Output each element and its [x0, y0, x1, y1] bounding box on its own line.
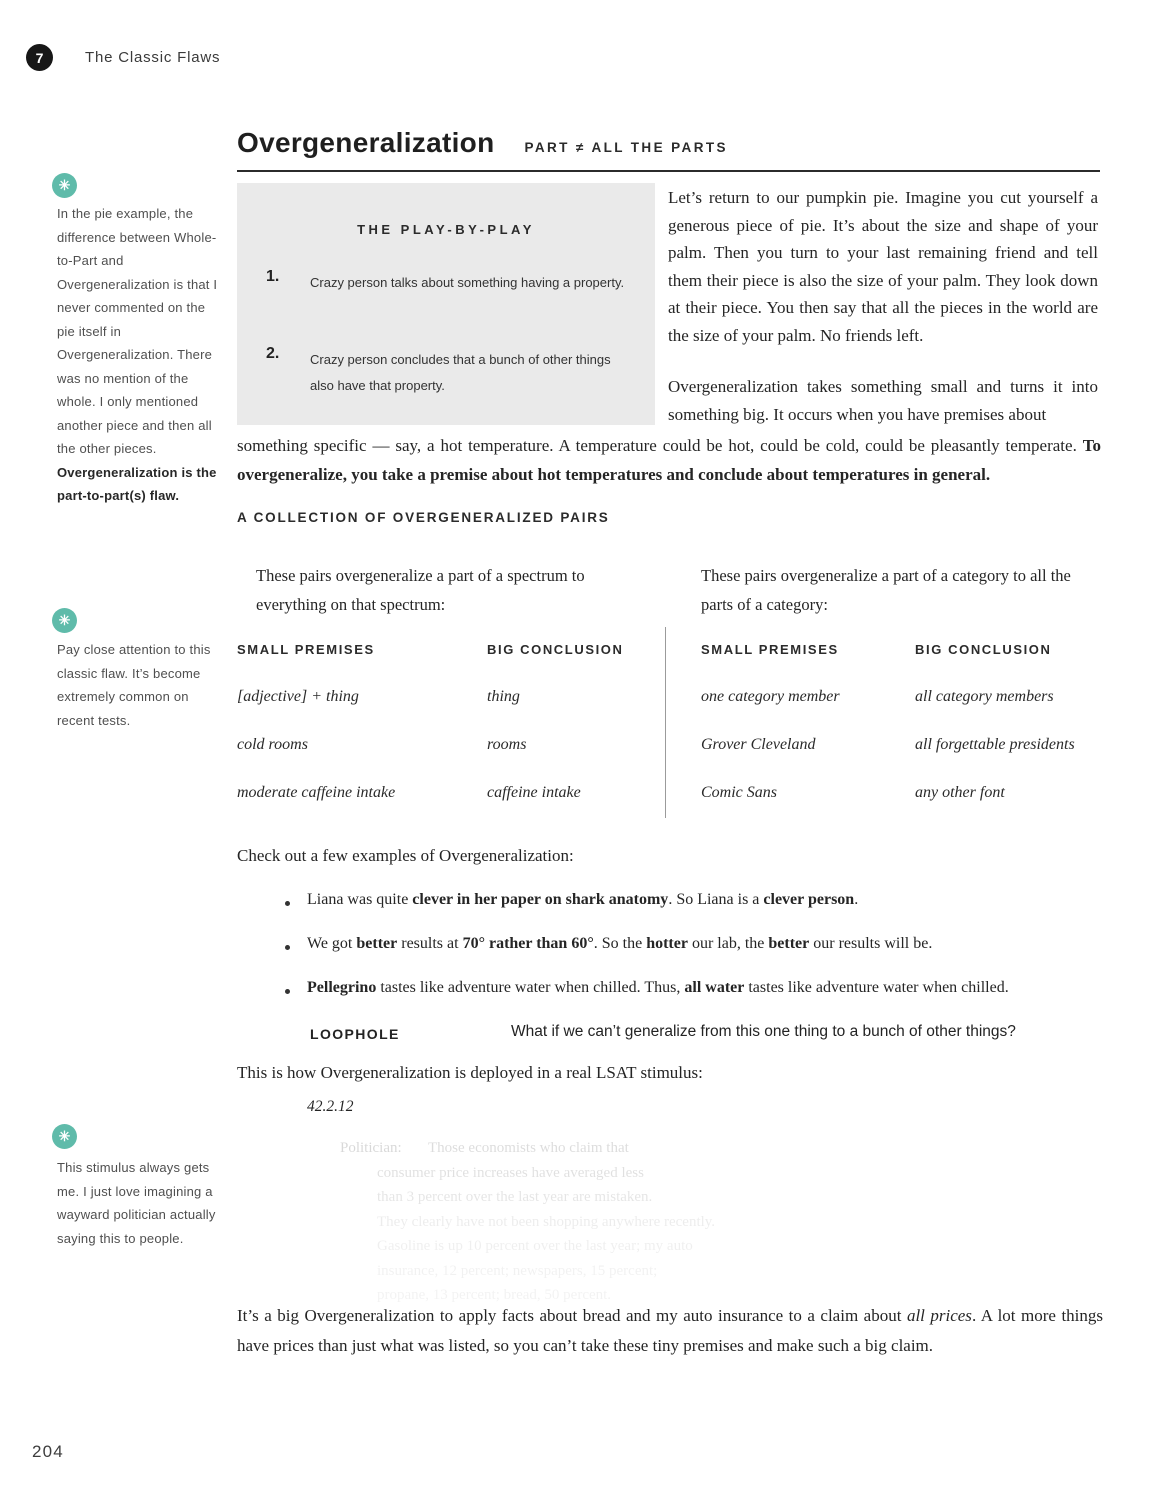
- asterisk-icon: ✳: [52, 608, 77, 633]
- stimulus-speaker: Politician:: [340, 1140, 402, 1156]
- paragraph-bold-text: To overgeneralize, you take a premise about hot temperatures and conclude about temperatures in general.: [237, 436, 1101, 484]
- bullet-icon: [285, 901, 290, 906]
- margin-note: [57, 1156, 223, 1250]
- examples-intro: Check out a few examples of Overgeneralization:: [237, 846, 574, 865]
- run-bold: all water: [684, 979, 745, 996]
- column-header: BIG CONCLUSION: [487, 642, 624, 657]
- margin-note-text: This stimulus always gets me. I just love imagining a wayward politician actually saying this to people.: [57, 1160, 216, 1246]
- example-bullet: [307, 979, 1009, 997]
- chapter-number: 7: [35, 49, 44, 66]
- pairs-right-intro: These pairs overgeneralize a part of a category to all the parts of a category:: [701, 566, 1071, 614]
- run: our results will be.: [809, 935, 933, 952]
- closing-paragraph: [237, 1301, 1103, 1361]
- example-bullet: [307, 891, 858, 909]
- step-text: Crazy person talks about something having a property.: [310, 275, 625, 290]
- stimulus-intro: This is how Overgeneralization is deployed in a real LSAT stimulus:: [237, 1063, 703, 1082]
- pair-conclusion: all category members: [915, 688, 1054, 705]
- margin-note: [57, 202, 223, 508]
- pairs-left-intro: These pairs overgeneralize a part of a spectrum to everything on that spectrum:: [256, 566, 585, 614]
- run: our lab, the: [687, 935, 769, 952]
- run-bold: better: [356, 935, 398, 952]
- pair-conclusion: thing: [487, 688, 520, 705]
- stimulus-line: Gasoline is up 10 percent over the last year; my auto: [377, 1238, 693, 1254]
- step-number: 1.: [266, 268, 280, 285]
- run-bold: Pellegrino: [307, 979, 377, 996]
- run: tastes like adventure water when chilled.: [744, 979, 1009, 996]
- run-italic: all prices: [906, 1306, 972, 1325]
- run: . So Liana is a: [668, 891, 764, 908]
- step-text: Crazy person concludes that a bunch of other things also have that property.: [310, 352, 611, 393]
- run-bold: hotter: [646, 935, 688, 952]
- stimulus-line: insurance, 12 percent; newspapers, 15 percent;: [377, 1262, 658, 1279]
- asterisk-icon: ✳: [52, 173, 77, 198]
- column-header: SMALL PREMISES: [237, 642, 375, 657]
- run: We got: [307, 935, 357, 952]
- asterisk-icon: ✳: [52, 1124, 77, 1149]
- page-title-tagline: PART ≠ ALL THE PARTS: [524, 140, 728, 155]
- pairs-section-heading: A COLLECTION OF OVERGENERALIZED PAIRS: [237, 510, 610, 525]
- pair-premise: moderate caffeine intake: [237, 784, 396, 801]
- pair-premise: Grover Cleveland: [701, 736, 816, 753]
- step-number: 2.: [266, 345, 280, 362]
- run: . A lot more things have prices than just what was listed, so you can’t take these tiny premises and make such a big claim.: [237, 1306, 1104, 1355]
- paragraph-text: something specific — say, a hot temperature. A temperature could be hot, could be cold, could be pleasantly temperate.: [237, 436, 1083, 455]
- stimulus-line: They clearly have not been shopping anywhere recently.: [377, 1213, 716, 1230]
- run: tastes like adventure water when chilled. Thus,: [376, 979, 685, 996]
- pair-conclusion: any other font: [915, 784, 1005, 801]
- pair-premise: [adjective] + thing: [237, 688, 359, 705]
- table-divider: [665, 627, 666, 818]
- page-title: Overgeneralization: [237, 127, 495, 158]
- pair-conclusion: rooms: [487, 736, 527, 753]
- margin-note-text: Pay close attention to this classic flaw. It’s become extremely common on recent tests.: [57, 642, 211, 728]
- margin-note: [57, 638, 223, 732]
- run-bold: better: [768, 935, 810, 952]
- column-header: BIG CONCLUSION: [915, 642, 1052, 657]
- page-number: 204: [32, 1442, 64, 1461]
- bullet-icon: [285, 945, 290, 950]
- run: . So the: [593, 935, 647, 952]
- chapter-number-badge: [26, 44, 53, 71]
- loophole-question: What if we can’t generalize from this one thing to a bunch of other things?: [511, 1023, 1016, 1040]
- stimulus-line: than 3 percent over the last year are mistaken.: [377, 1189, 653, 1205]
- intro-paragraph: Overgeneralization takes something small and turns it into something big. It occurs when you have premises about: [668, 377, 1098, 424]
- bullet-icon: [285, 989, 290, 994]
- play-by-play-box: [237, 183, 655, 425]
- stimulus-line: [340, 1136, 860, 1161]
- margin-note-bold-text: Overgeneralization is the part-to-part(s) flaw.: [57, 464, 217, 503]
- intro-column: [668, 184, 1098, 452]
- pair-premise: one category member: [701, 688, 840, 705]
- example-bullet: [307, 935, 932, 953]
- chapter-title: The Classic Flaws: [85, 49, 221, 66]
- faded-stimulus: [340, 1136, 860, 1308]
- pair-conclusion: caffeine intake: [487, 784, 581, 801]
- section-title-block: [237, 127, 1100, 172]
- stimulus-citation: 42.2.12: [307, 1098, 354, 1115]
- pair-premise: cold rooms: [237, 736, 308, 753]
- margin-note-text: In the pie example, the difference between Whole-to-Part and Overgeneralization is that I never commented on the pie itself in Overgeneralization. There was no mention of the whole. I only mentioned another piece and then all the other pieces.: [57, 206, 218, 456]
- column-header: SMALL PREMISES: [701, 642, 839, 657]
- pair-premise: Comic Sans: [701, 784, 777, 801]
- run-bold: clever person: [763, 891, 855, 908]
- run-bold: clever in her paper on shark anatomy: [412, 891, 669, 908]
- play-by-play-title: THE PLAY-BY-PLAY: [357, 222, 535, 237]
- stimulus-text: Those economists who claim that: [428, 1140, 629, 1156]
- stimulus-line: propane, 13 percent; bread, 50 percent.: [377, 1287, 612, 1303]
- run: results at: [397, 935, 463, 952]
- continuation-paragraph: [237, 432, 1101, 489]
- intro-paragraph: Let’s return to our pumpkin pie. Imagine you cut yourself a generous piece of pie. It’s about the size and shape of your palm. Then you turn to your last remaining friend and tell them their piece is also the size of your palm. They look down at their piece. You then say that all the pieces in the world are the size of your palm. No friends left.: [668, 188, 1098, 345]
- stimulus-line: consumer price increases have averaged less: [377, 1164, 644, 1181]
- run-bold: 70° rather than 60°: [462, 935, 594, 952]
- run: .: [854, 891, 859, 908]
- pair-conclusion: all forgettable presidents: [915, 736, 1075, 753]
- run: Liana was quite: [307, 891, 413, 908]
- loophole-label: LOOPHOLE: [310, 1026, 400, 1042]
- run: It’s a big Overgeneralization to apply facts about bread and my auto insurance to a claim about: [237, 1306, 907, 1325]
